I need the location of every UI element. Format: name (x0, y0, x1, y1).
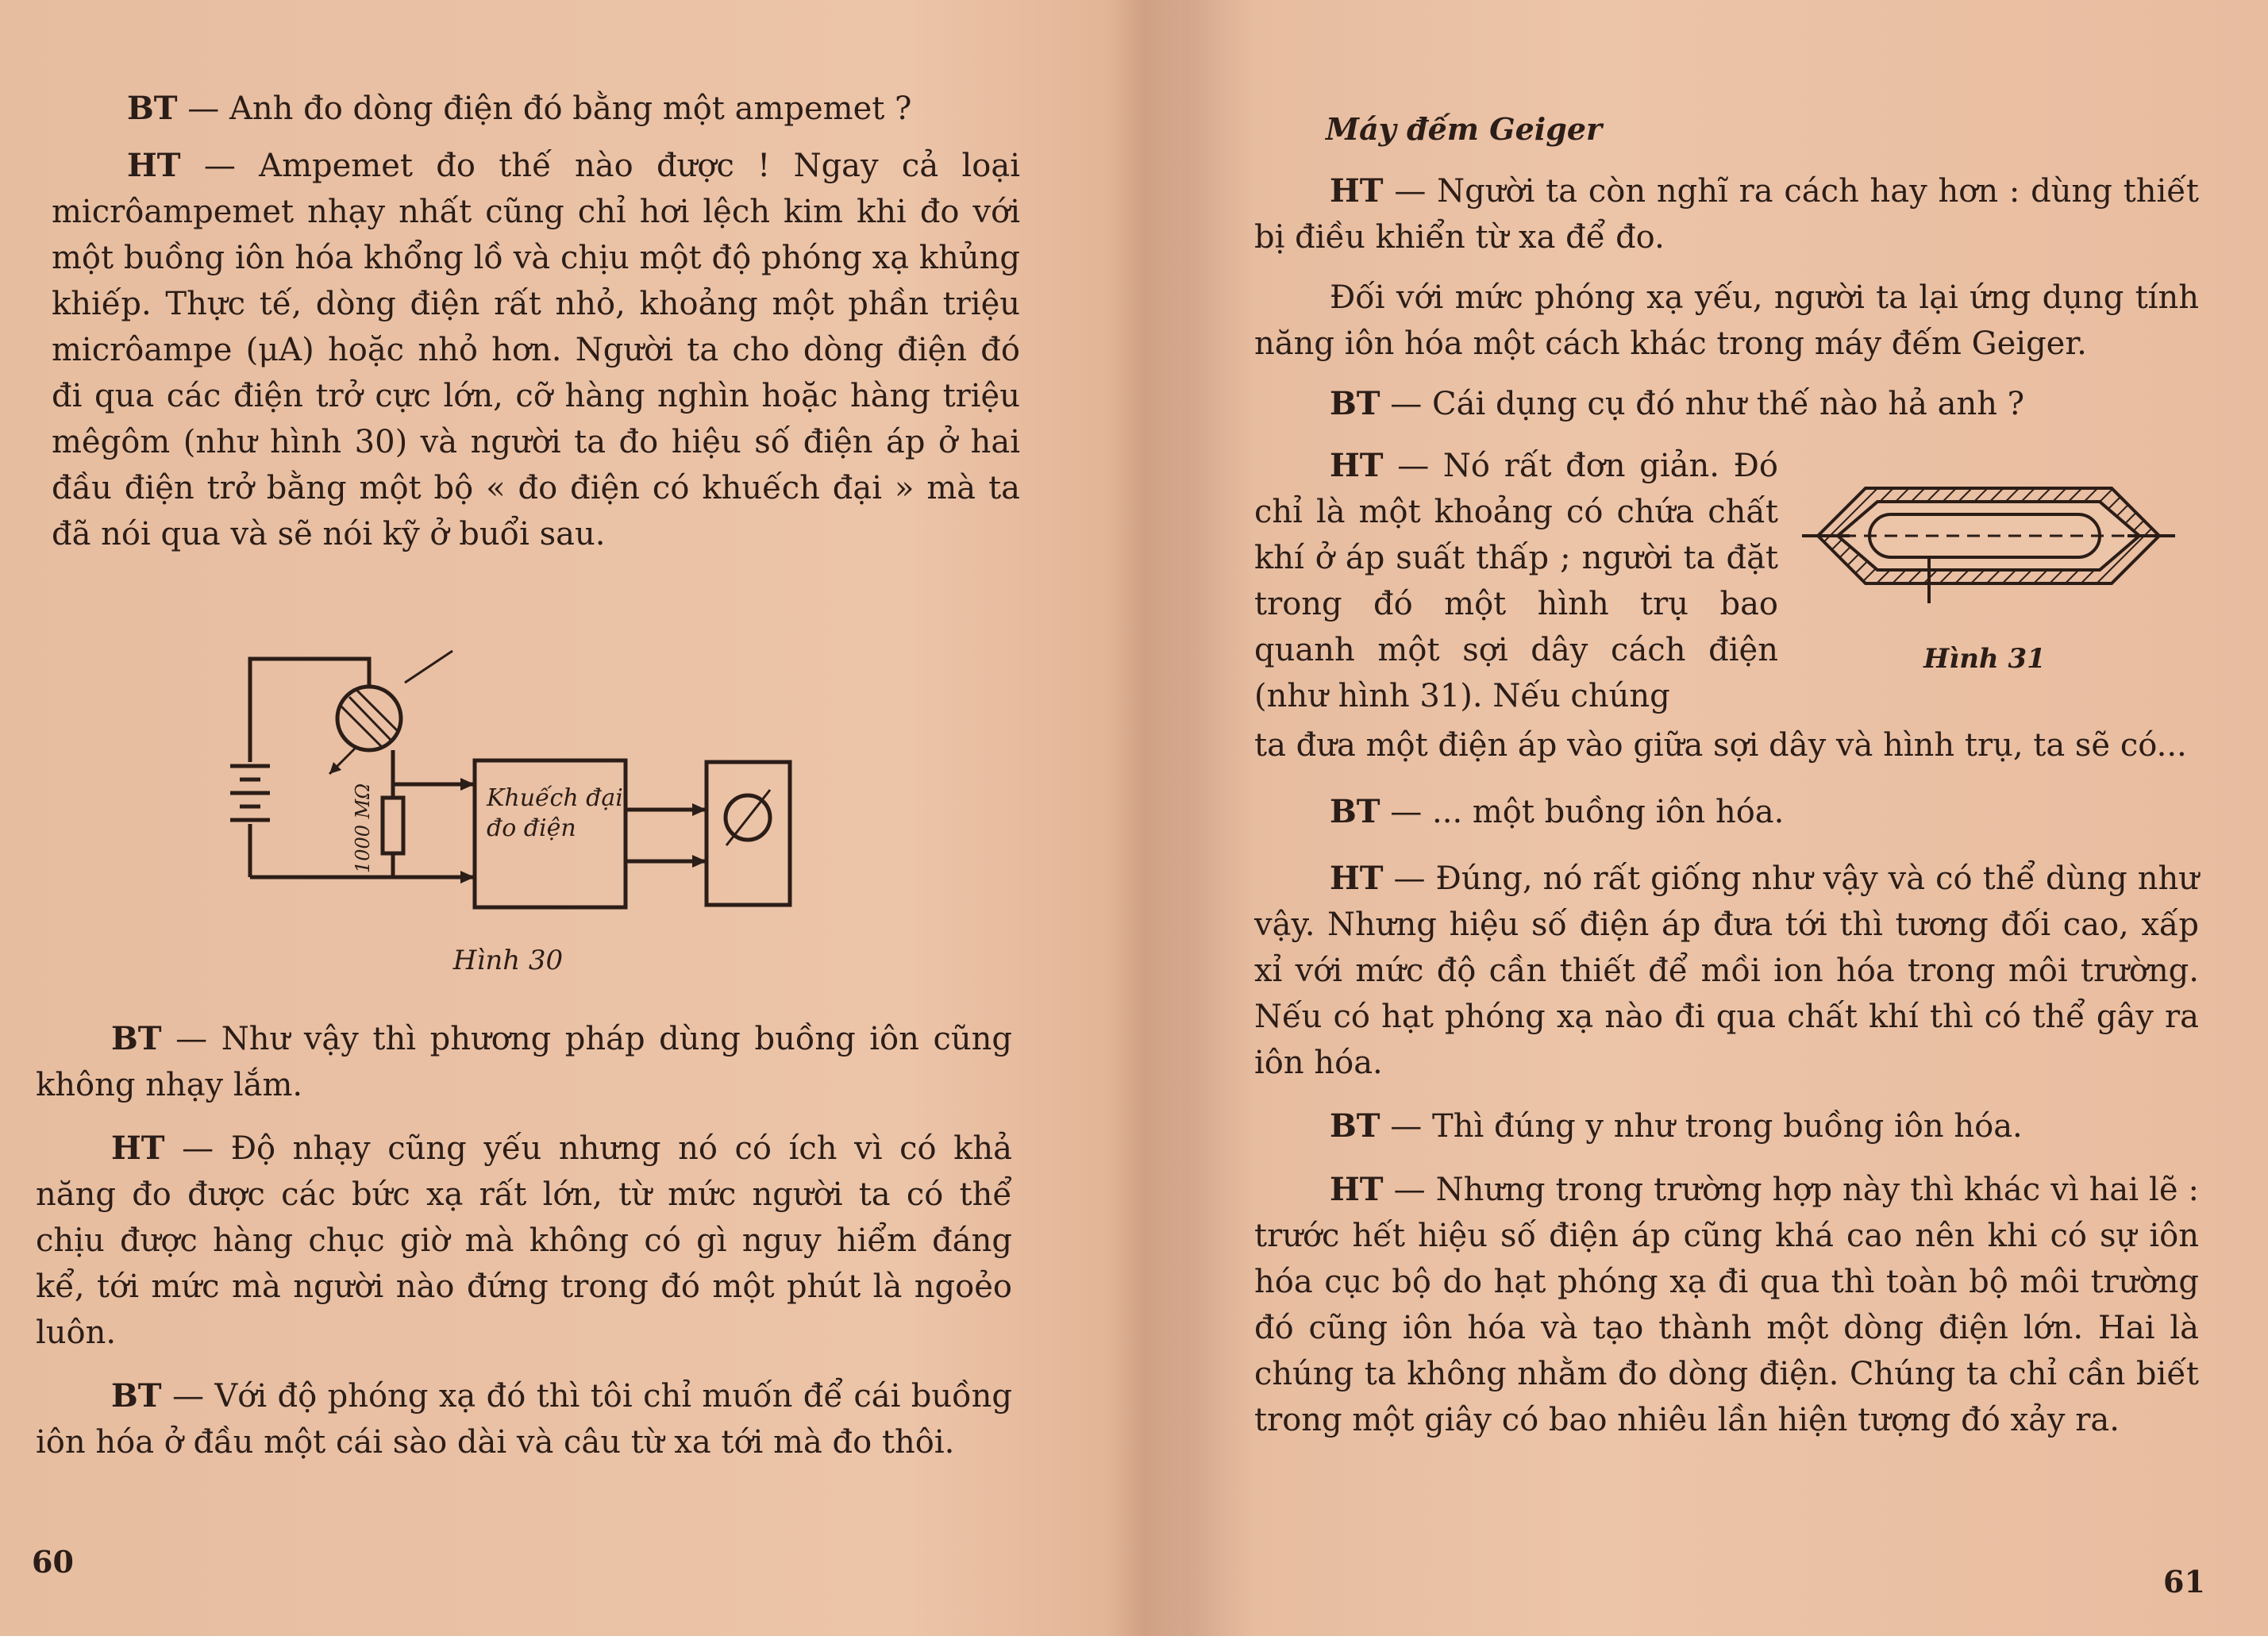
paragraph (1254, 789, 2199, 835)
right-text-bottom (1254, 722, 2199, 1443)
speaker-label: HT (111, 1130, 165, 1167)
paragraph-text: — Nhưng trong trường hợp này thì khác vì hai lẽ : trước hết hiệu số điện áp cũng khá cao nên khi có sự iôn hóa cục bộ do hạt phóng xạ đi qua thì toàn bộ môi trường đó cũng iôn hóa và tạo thành một dòng điện lớn. Hai là chúng ta không nhằm đo dòng điện. Chúng ta chỉ cần biết trong một giây có bao nhiêu lần hiện tượng đó xảy ra. (1254, 1172, 2199, 1438)
page-number: 61 (2163, 1564, 2205, 1599)
paragraph (1254, 1103, 2199, 1149)
paragraph-continuation (1254, 722, 2199, 768)
paragraph (1254, 381, 2199, 427)
paragraph-text: — Anh đo dòng điện đó bằng một ampemet ? (177, 90, 912, 127)
paragraph-text: — ... một buồng iôn hóa. (1380, 794, 1785, 830)
amplifier-label-line2: đo điện (487, 814, 576, 842)
resistor-label: 1000 MΩ (352, 783, 374, 873)
paragraph-text: — Đúng, nó rất giống như vậy và có thể dùng như vậy. Nhưng hiệu số điện áp đưa tới thì tương đối cao, xấp xỉ với mức độ cần thiết để mồi ion hóa trong môi trường. Nếu có hạt phóng xạ nào đi qua chất khí thì có thể gây ra iôn hóa. (1254, 860, 2199, 1081)
geiger-tube-diagram (1802, 468, 2175, 611)
paragraph (36, 1126, 1012, 1356)
paragraph-text: ta đưa một điện áp vào giữa sợi dây và hình trụ, ta sẽ có... (1254, 727, 2187, 764)
paragraph-text: — Nó rất đơn giản. Đó chỉ là một khoảng có chứa chất khí ở áp suất thấp ; người ta đặt trong đó một hình trụ bao quanh một sợi dây cách điện (như hình 31). Nếu chúng (1254, 448, 1778, 714)
speaker-label: HT (1330, 172, 1384, 210)
paragraph (1254, 275, 2199, 367)
paragraph-text: — Độ nhạy cũng yếu nhưng nó có ích vì có khả năng đo được các bức xạ rất lớn, từ mức người ta có thể chịu được hàng chục giờ mà không có gì nguy hiểm đáng kể, tới mức mà người nào đứng trong đó một phút là ngoẻo luôn. (36, 1130, 1012, 1351)
section-heading: Máy đếm Geiger (1326, 111, 1603, 147)
paragraph (36, 1016, 1012, 1108)
paragraph (36, 1373, 1012, 1465)
figure-caption: Hình 30 (452, 945, 564, 976)
figure-caption: Hình 31 (1923, 643, 2046, 675)
speaker-label: HT (127, 147, 181, 184)
speaker-label: BT (1330, 1107, 1380, 1145)
paragraph-text: — Ampemet đo thế nào được ! Ngay cả loại micrôampemet nhạy nhất cũng chỉ hơi lệch kim khi đo với một buồng iôn hóa khổng lồ và chịu một độ phóng xạ khủng khiếp. Thực tế, dòng điện rất nhỏ, khoảng một phần triệu micrôampe (μA) hoặc nhỏ hơn. Người ta cho dòng điện đó đi qua các điện trở cực lớn, cỡ hàng nghìn hoặc hàng triệu mêgôm (như hình 30) và người ta đo hiệu số điện áp ở hai đầu điện trở bằng một bộ « đo điện có khuếch đại » mà ta đã nói qua và sẽ nói kỹ ở buổi sau. (52, 148, 1020, 552)
speaker-label: BT (111, 1020, 162, 1057)
speaker-label: BT (1330, 385, 1380, 422)
paragraph (52, 143, 1020, 557)
page-number: 60 (32, 1544, 74, 1580)
amplifier-label-line1: Khuếch đại (487, 784, 623, 812)
left-page (32, 0, 1024, 1636)
paragraph-text: — Người ta còn nghĩ ra cách hay hơn : dùng thiết bị điều khiển từ xa để đo. (1254, 173, 2199, 256)
left-text-bottom (36, 1016, 1012, 1465)
speaker-label: BT (111, 1377, 162, 1415)
book-gutter (1103, 0, 1254, 1636)
right-text-top (1254, 168, 2199, 427)
left-text-top (52, 86, 1020, 557)
paragraph-text: — Như vậy thì phương pháp dùng buồng iôn cũng không nhạy lắm. (36, 1021, 1012, 1103)
circuit-diagram (222, 643, 841, 921)
speaker-label: HT (1330, 447, 1384, 484)
float-paragraph (1254, 443, 1778, 719)
right-page (1250, 0, 2203, 1636)
paragraph-text: — Thì đúng y như trong buồng iôn hóa. (1380, 1108, 2023, 1145)
paragraph (1254, 1167, 2199, 1443)
paragraph (1254, 443, 1778, 719)
speaker-label: HT (1330, 860, 1384, 897)
paragraph-text: Đối với mức phóng xạ yếu, người ta lại ứng dụng tính năng iôn hóa một cách khác trong máy đếm Geiger. (1254, 279, 2199, 362)
paragraph (1254, 168, 2199, 260)
speaker-label: BT (127, 90, 178, 127)
paragraph (52, 86, 1020, 132)
speaker-label: HT (1330, 1171, 1384, 1208)
paragraph-text: — Cái dụng cụ đó như thế nào hả anh ? (1380, 386, 2025, 422)
speaker-label: BT (1330, 793, 1380, 830)
paragraph-text: — Với độ phóng xạ đó thì tôi chỉ muốn để cái buồng iôn hóa ở đầu một cái sào dài và câu từ xa tới mà đo thôi. (36, 1378, 1012, 1461)
paragraph (1254, 856, 2199, 1086)
